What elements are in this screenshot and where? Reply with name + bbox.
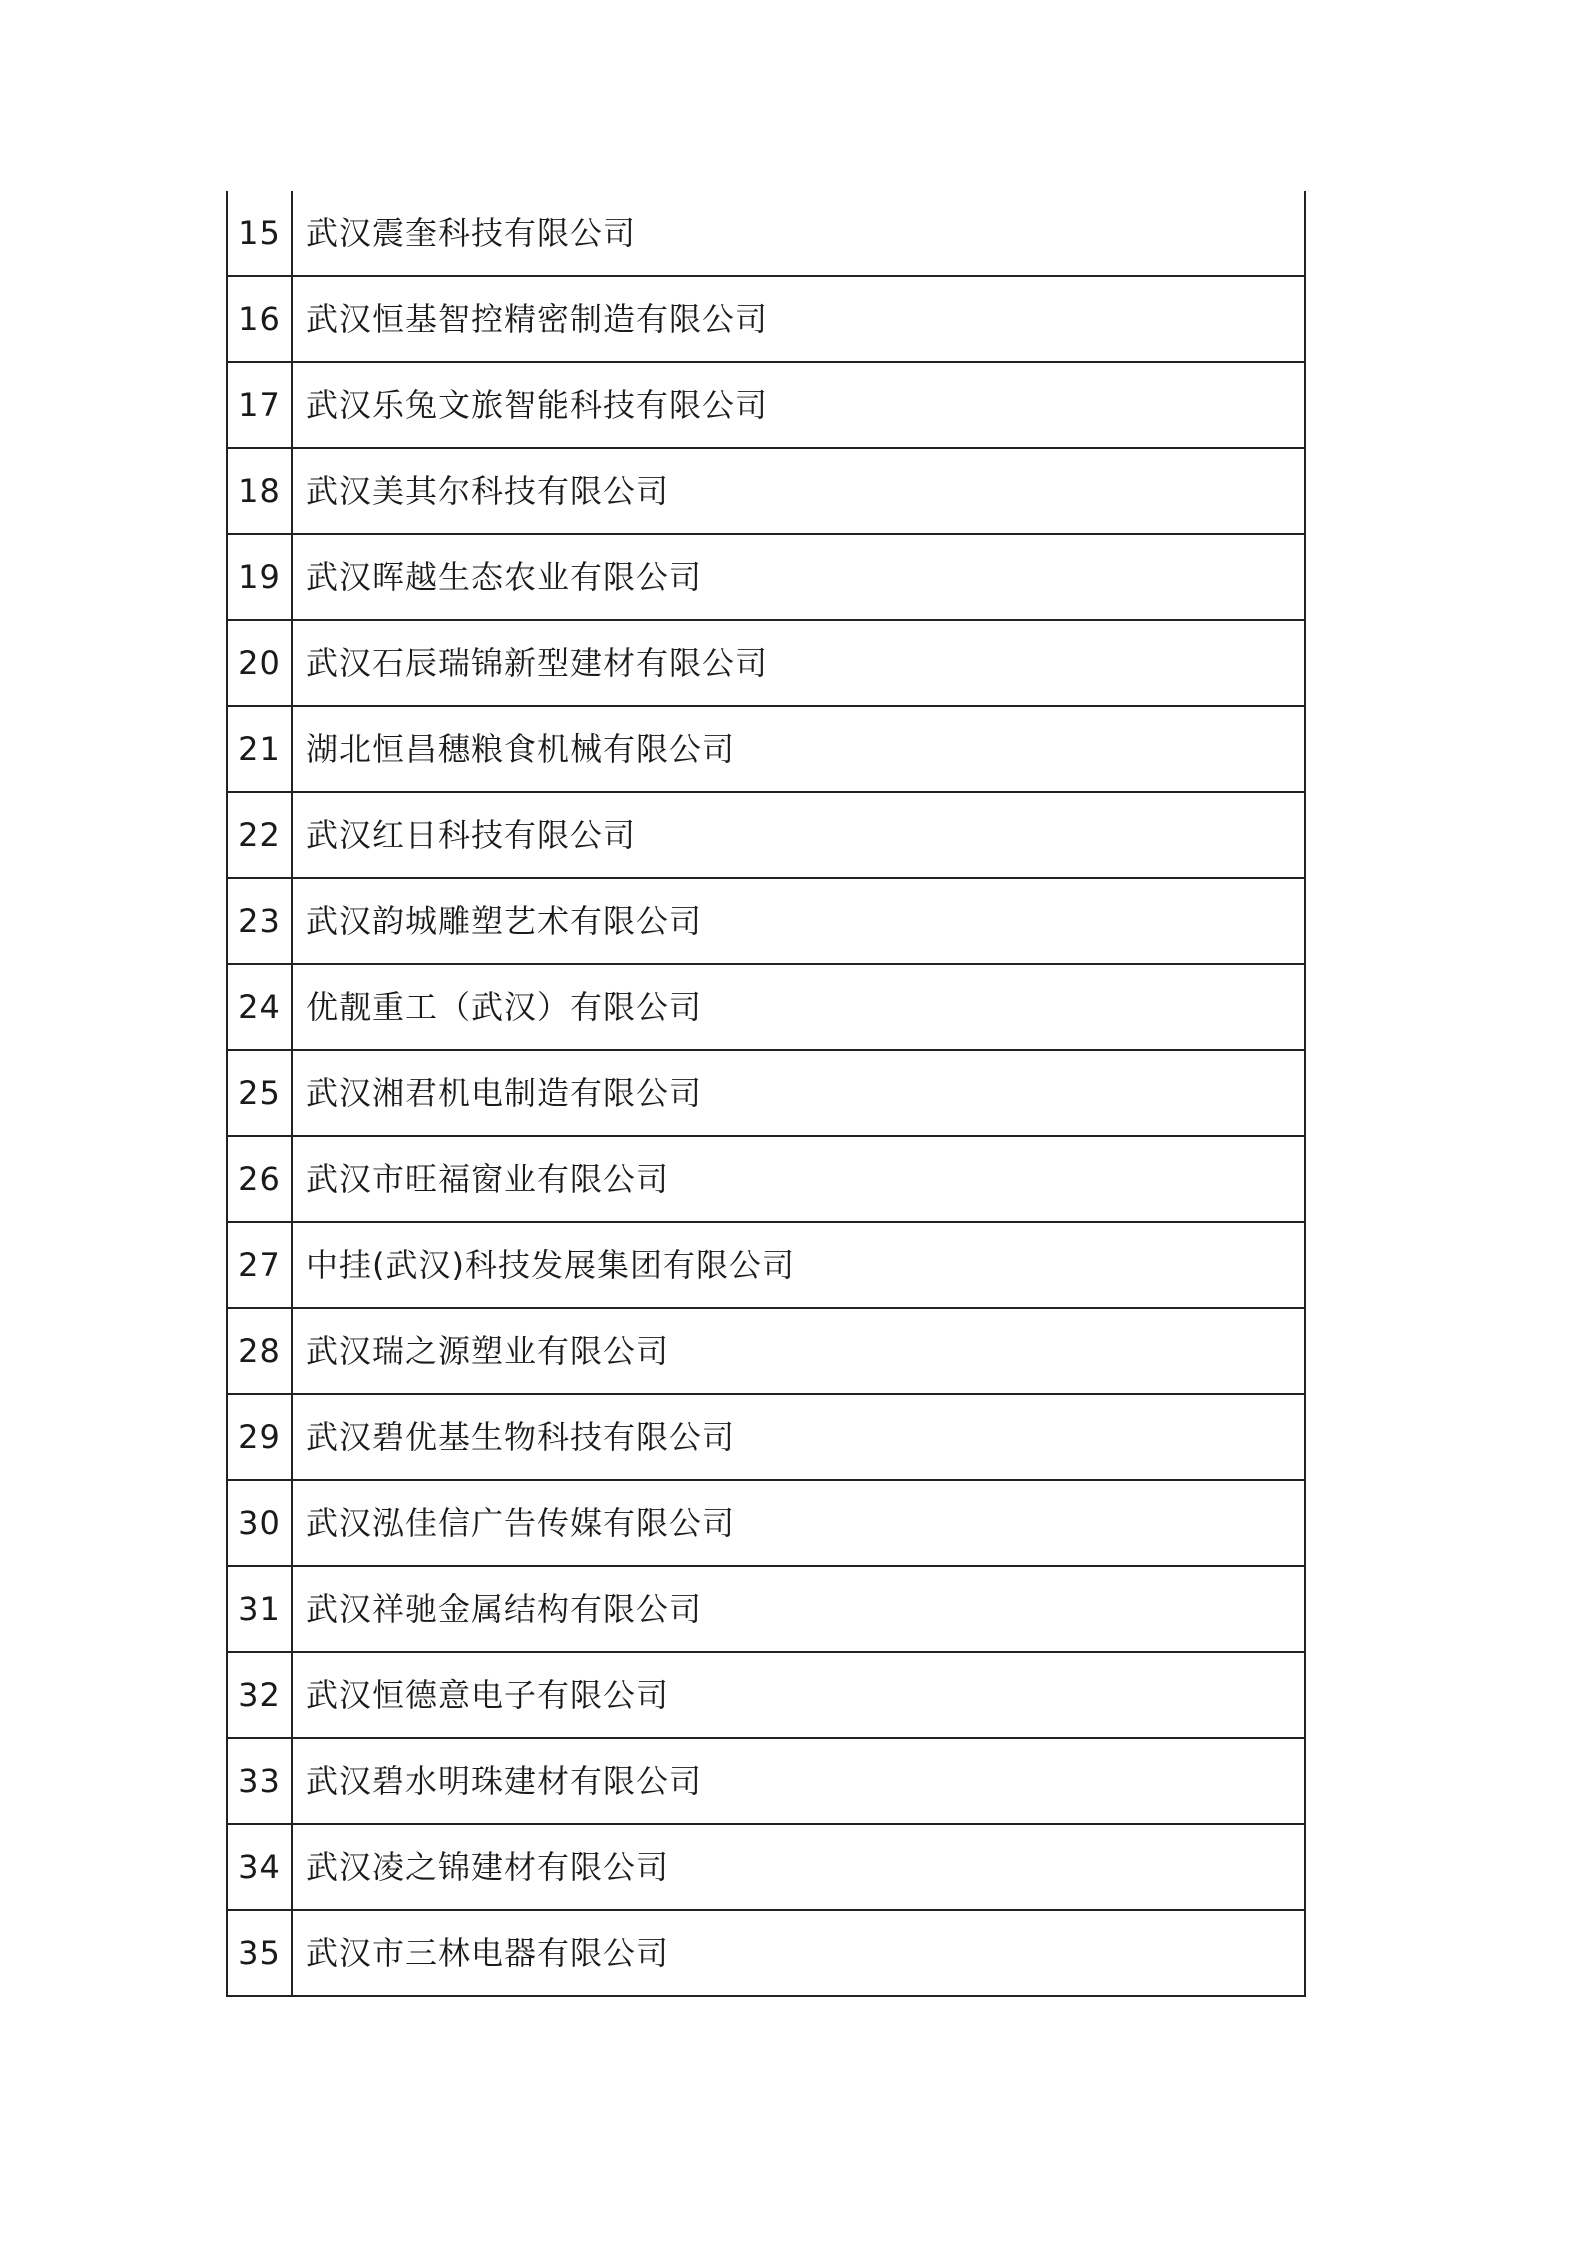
company-name: 武汉石辰瑞锦新型建材有限公司 bbox=[292, 620, 1305, 706]
table-row bbox=[227, 1652, 1305, 1738]
table-row bbox=[227, 1136, 1305, 1222]
table-row bbox=[227, 1222, 1305, 1308]
row-number: 27 bbox=[227, 1222, 292, 1308]
row-number: 31 bbox=[227, 1566, 292, 1652]
table-row bbox=[227, 362, 1305, 448]
row-number: 25 bbox=[227, 1050, 292, 1136]
row-number: 15 bbox=[227, 191, 292, 276]
row-number: 22 bbox=[227, 792, 292, 878]
company-name: 武汉美其尔科技有限公司 bbox=[292, 448, 1305, 534]
company-name: 武汉恒基智控精密制造有限公司 bbox=[292, 276, 1305, 362]
table-row bbox=[227, 1480, 1305, 1566]
row-number: 16 bbox=[227, 276, 292, 362]
row-number: 35 bbox=[227, 1910, 292, 1996]
company-name: 武汉祥驰金属结构有限公司 bbox=[292, 1566, 1305, 1652]
row-number: 17 bbox=[227, 362, 292, 448]
table-row bbox=[227, 534, 1305, 620]
table-row bbox=[227, 964, 1305, 1050]
company-name: 武汉乐兔文旅智能科技有限公司 bbox=[292, 362, 1305, 448]
company-name: 武汉湘君机电制造有限公司 bbox=[292, 1050, 1305, 1136]
table-row bbox=[227, 620, 1305, 706]
company-name: 武汉晖越生态农业有限公司 bbox=[292, 534, 1305, 620]
table-row bbox=[227, 1824, 1305, 1910]
row-number: 33 bbox=[227, 1738, 292, 1824]
company-name: 中挂(武汉)科技发展集团有限公司 bbox=[292, 1222, 1305, 1308]
company-list-table bbox=[226, 191, 1306, 1997]
company-name: 武汉泓佳信广告传媒有限公司 bbox=[292, 1480, 1305, 1566]
company-name: 武汉碧优基生物科技有限公司 bbox=[292, 1394, 1305, 1480]
row-number: 28 bbox=[227, 1308, 292, 1394]
table-row bbox=[227, 706, 1305, 792]
row-number: 29 bbox=[227, 1394, 292, 1480]
row-number: 26 bbox=[227, 1136, 292, 1222]
row-number: 24 bbox=[227, 964, 292, 1050]
company-name: 武汉韵城雕塑艺术有限公司 bbox=[292, 878, 1305, 964]
company-name: 武汉凌之锦建材有限公司 bbox=[292, 1824, 1305, 1910]
row-number: 30 bbox=[227, 1480, 292, 1566]
row-number: 23 bbox=[227, 878, 292, 964]
row-number: 19 bbox=[227, 534, 292, 620]
company-name: 武汉瑞之源塑业有限公司 bbox=[292, 1308, 1305, 1394]
table-row bbox=[227, 191, 1305, 276]
company-name: 武汉震奎科技有限公司 bbox=[292, 191, 1305, 276]
company-list-table-wrapper bbox=[226, 191, 1304, 1997]
company-name: 湖北恒昌穗粮食机械有限公司 bbox=[292, 706, 1305, 792]
table-row bbox=[227, 1050, 1305, 1136]
company-name: 武汉恒德意电子有限公司 bbox=[292, 1652, 1305, 1738]
table-row bbox=[227, 448, 1305, 534]
company-list-body bbox=[227, 191, 1305, 1996]
company-name: 武汉碧水明珠建材有限公司 bbox=[292, 1738, 1305, 1824]
company-name: 优靓重工（武汉）有限公司 bbox=[292, 964, 1305, 1050]
row-number: 21 bbox=[227, 706, 292, 792]
table-row bbox=[227, 1910, 1305, 1996]
row-number: 34 bbox=[227, 1824, 292, 1910]
row-number: 18 bbox=[227, 448, 292, 534]
row-number: 32 bbox=[227, 1652, 292, 1738]
table-row bbox=[227, 1394, 1305, 1480]
row-number: 20 bbox=[227, 620, 292, 706]
table-row bbox=[227, 792, 1305, 878]
table-row bbox=[227, 878, 1305, 964]
table-row bbox=[227, 1738, 1305, 1824]
table-row bbox=[227, 1566, 1305, 1652]
table-row bbox=[227, 276, 1305, 362]
company-name: 武汉市三林电器有限公司 bbox=[292, 1910, 1305, 1996]
company-name: 武汉市旺福窗业有限公司 bbox=[292, 1136, 1305, 1222]
table-row bbox=[227, 1308, 1305, 1394]
company-name: 武汉红日科技有限公司 bbox=[292, 792, 1305, 878]
